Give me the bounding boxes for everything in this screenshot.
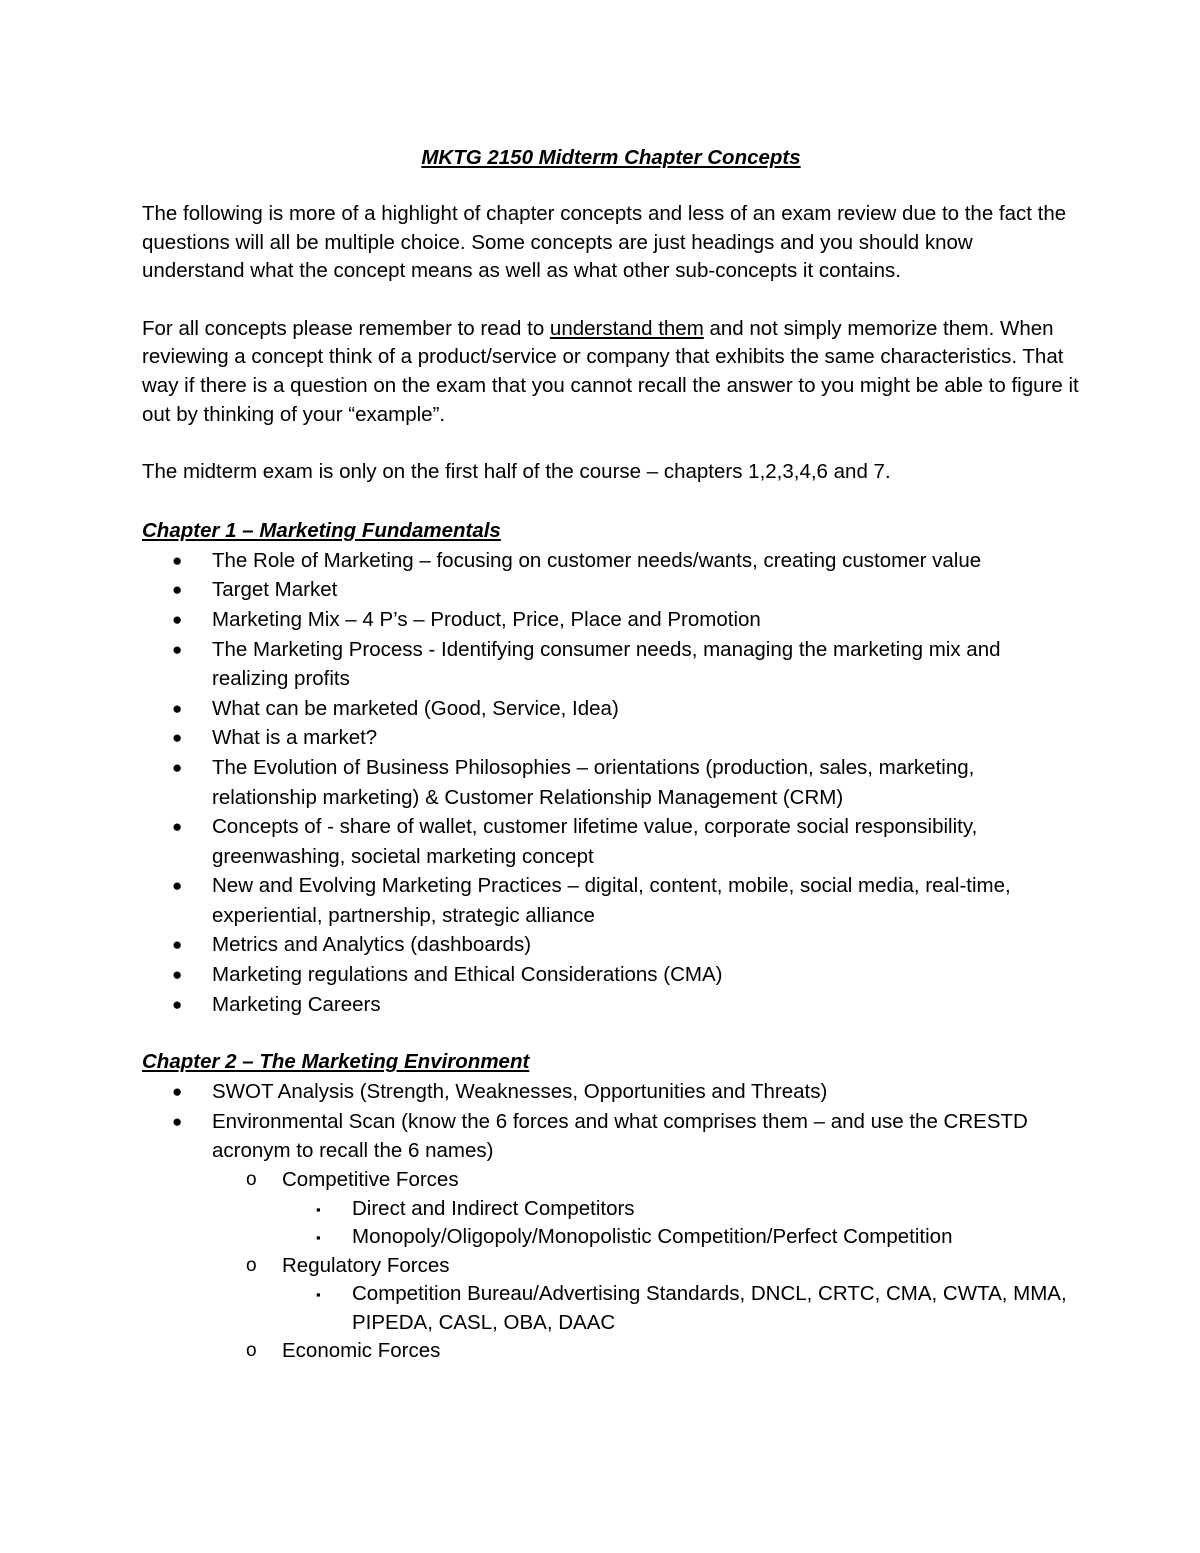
force-label: Economic Forces	[282, 1339, 441, 1363]
bullet-icon: ●	[172, 757, 183, 777]
sub-item-text: Direct and Indirect Competitors	[352, 1196, 635, 1220]
chapter-1-list	[142, 546, 1080, 1020]
bullet-icon: ●	[172, 639, 183, 659]
list-item	[142, 694, 1080, 724]
bullet-icon: ●	[172, 994, 183, 1014]
force-label: Regulatory Forces	[282, 1253, 450, 1277]
list-item	[142, 1077, 1080, 1107]
bullet-icon: ●	[172, 698, 183, 718]
list-item	[142, 635, 1080, 694]
bullet-icon: ●	[172, 550, 183, 570]
bullet-icon: ●	[172, 1111, 183, 1131]
sub-item	[282, 1223, 1080, 1252]
force-sub-list	[282, 1195, 1080, 1252]
list-item	[142, 930, 1080, 960]
bullet-icon: ●	[172, 965, 183, 985]
forces-list	[212, 1166, 1080, 1366]
list-item-text: The Role of Marketing – focusing on customer needs/wants, creating customer value	[212, 548, 982, 572]
list-item	[142, 575, 1080, 605]
list-item-text: The Evolution of Business Philosophies – orientations (production, sales, marketing, relationship marketing) & Customer Relationship Management (CRM)	[212, 755, 975, 809]
intro-paragraph-3: The midterm exam is only on the first half of the course – chapters 1,2,3,4,6 and 7.	[142, 460, 891, 484]
square-bullet-icon: ▪	[316, 1287, 321, 1303]
bullet-icon: ●	[172, 728, 183, 748]
list-item-text: The Marketing Process - Identifying consumer needs, managing the marketing mix and realizing profits	[212, 637, 1001, 691]
sub-item	[282, 1280, 1080, 1337]
list-item	[142, 812, 1080, 871]
list-item	[142, 546, 1080, 576]
list-item-text: SWOT Analysis (Strength, Weaknesses, Opportunities and Threats)	[212, 1080, 828, 1104]
list-item	[142, 1107, 1080, 1366]
bullet-icon: ●	[172, 1082, 183, 1102]
square-bullet-icon: ▪	[316, 1201, 321, 1217]
list-item-text: Marketing Mix – 4 P’s – Product, Price, Place and Promotion	[212, 607, 761, 631]
chapter-2-heading: Chapter 2 – The Marketing Environment	[142, 1050, 530, 1074]
circle-bullet-icon: o	[246, 1254, 257, 1276]
list-item-text: Concepts of - share of wallet, customer lifetime value, corporate social responsibility, greenwashing, societal marketing concept	[212, 815, 978, 868]
list-item	[142, 753, 1080, 812]
chapter-2-list	[142, 1077, 1080, 1365]
list-item	[142, 871, 1080, 930]
chapter-1-heading: Chapter 1 – Marketing Fundamentals	[142, 518, 501, 542]
list-item	[142, 605, 1080, 635]
force-item	[212, 1166, 1080, 1252]
intro-p2-text-a: For all concepts please remember to read to	[142, 316, 550, 340]
document-title: MKTG 2150 Midterm Chapter Concepts	[421, 146, 801, 169]
list-item	[142, 960, 1080, 990]
force-item	[212, 1337, 1080, 1366]
circle-bullet-icon: o	[246, 1340, 257, 1362]
bullet-icon: ●	[172, 609, 183, 629]
list-item-text: Environmental Scan (know the 6 forces and what comprises them – and use the CRESTD acronym to recall the 6 names)	[212, 1109, 1028, 1163]
sub-item	[282, 1195, 1080, 1224]
bullet-icon: ●	[172, 935, 183, 955]
list-item-text: Metrics and Analytics (dashboards)	[212, 933, 532, 957]
sub-item-text: Monopoly/Oligopoly/Monopolistic Competition/Perfect Competition	[352, 1225, 953, 1249]
force-sub-list	[282, 1280, 1080, 1337]
square-bullet-icon: ▪	[316, 1230, 321, 1246]
force-item	[212, 1252, 1080, 1338]
force-label: Competitive Forces	[282, 1168, 459, 1192]
circle-bullet-icon: o	[246, 1169, 257, 1191]
list-item	[142, 723, 1080, 753]
list-item-text: Target Market	[212, 578, 338, 602]
list-item-text: What can be marketed (Good, Service, Idea)	[212, 696, 619, 720]
bullet-icon: ●	[172, 580, 183, 600]
list-item-text: Marketing regulations and Ethical Considerations (CMA)	[212, 963, 723, 987]
intro-p2-underlined: understand them	[549, 316, 704, 340]
list-item-text: New and Evolving Marketing Practices – digital, content, mobile, social media, real-time, experiential, partnership, strategic alliance	[212, 874, 1011, 927]
sub-item-text: Competition Bureau/Advertising Standards, DNCL, CRTC, CMA, CWTA, MMA, PIPEDA, CASL, OBA, DAAC	[352, 1282, 1067, 1334]
intro-paragraph-2	[142, 315, 1080, 429]
intro-paragraph-1: The following is more of a highlight of chapter concepts and less of an exam review due to the fact the questions will all be multiple choice. Some concepts are just headings and you should know understand what the concept means as well as what other sub-concepts it contains.	[142, 202, 1067, 283]
list-item-text: Marketing Careers	[212, 992, 381, 1016]
intro-p2-text-b: and not simply memorize them. When reviewing a concept think of a product/service or company that exhibits the same characteristics. That way if there is a question on the exam that you cannot recall the answer to you might be able to figure it out by thinking of your “example”.	[142, 316, 1079, 426]
list-item-text: What is a market?	[212, 726, 378, 750]
bullet-icon: ●	[172, 817, 183, 837]
bullet-icon: ●	[172, 876, 183, 896]
list-item	[142, 990, 1080, 1020]
